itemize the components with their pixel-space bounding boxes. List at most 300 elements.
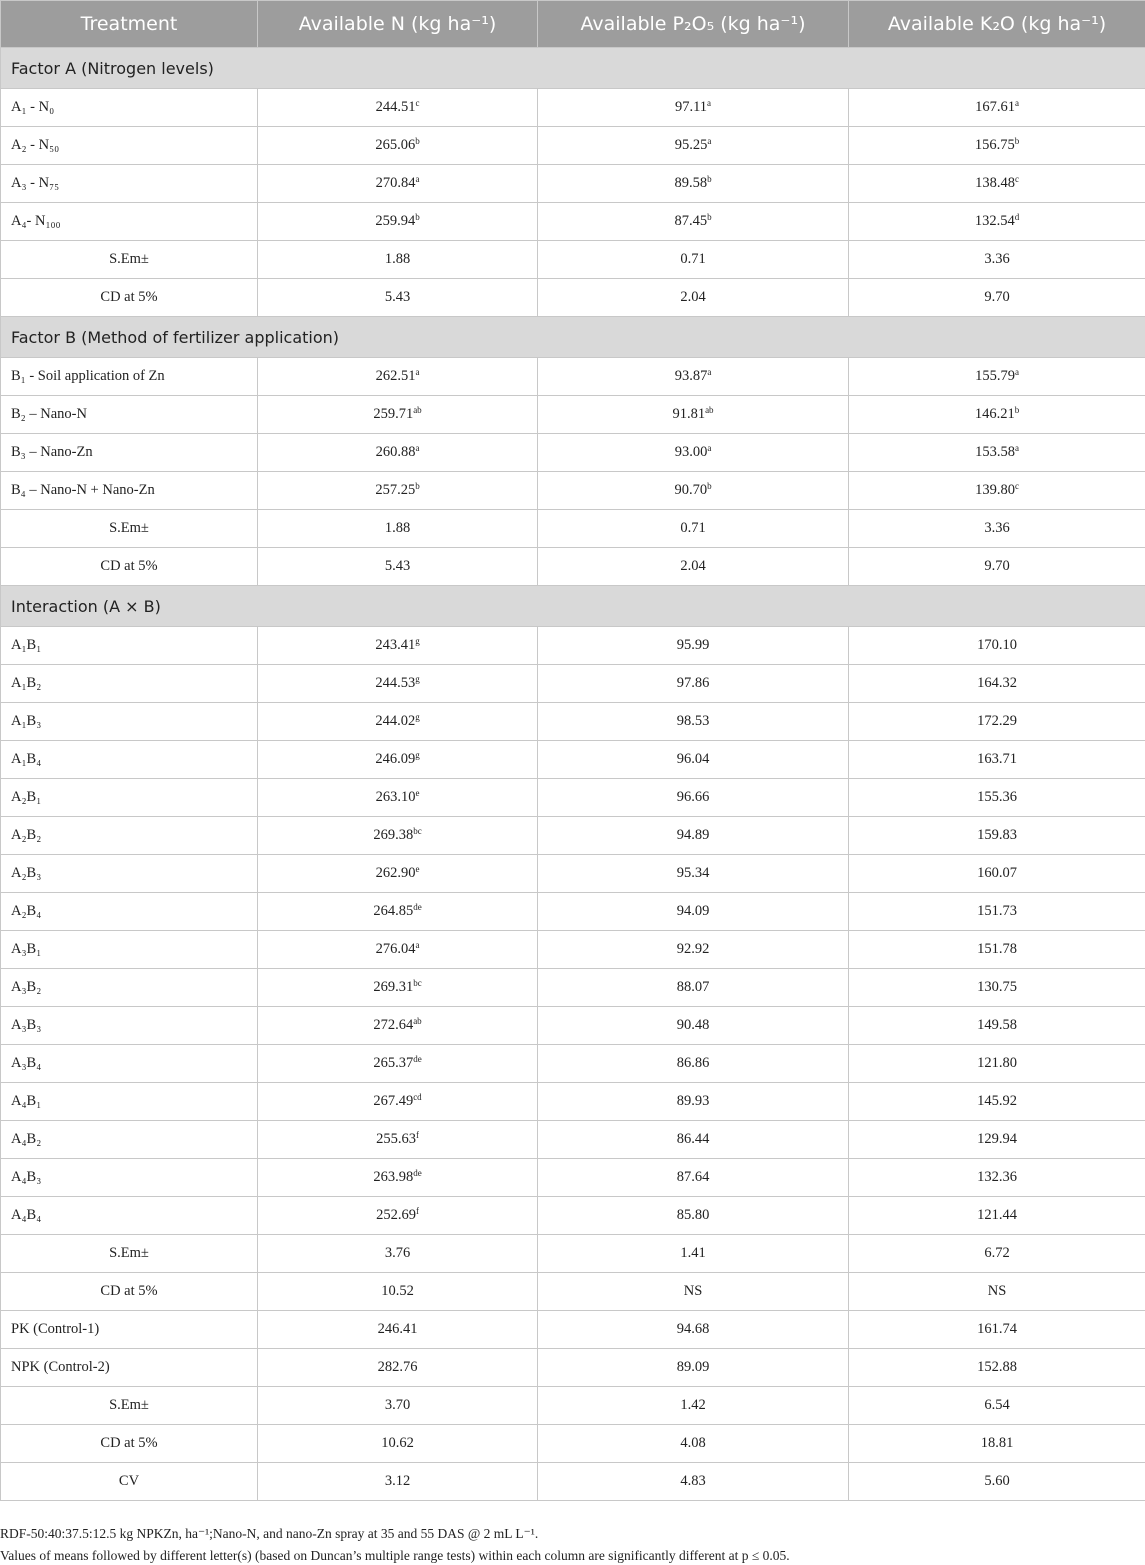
table-row xyxy=(1,665,1145,703)
available-p2o5-value: 95.25 xyxy=(674,137,708,153)
row-label: A₁B₂ xyxy=(1,665,258,703)
available-n-value: 252.69 xyxy=(376,1207,416,1223)
available-k2o-value-cell xyxy=(849,1007,1145,1045)
available-n-value-cell xyxy=(258,510,538,548)
section-row xyxy=(1,317,1145,358)
available-n-value: 3.12 xyxy=(384,1473,411,1489)
available-p2o5-value: 0.71 xyxy=(680,251,706,267)
significance-letter: de xyxy=(413,1054,422,1064)
header-treatment: Treatment xyxy=(1,1,258,48)
significance-letter: b xyxy=(415,481,420,491)
significance-letter: b xyxy=(1014,136,1020,146)
available-k2o-value-cell xyxy=(849,241,1145,279)
available-k2o-value: 9.70 xyxy=(984,558,1010,574)
significance-letter: b xyxy=(707,212,712,222)
significance-letter: b xyxy=(415,136,420,146)
available-k2o-value: 156.75 xyxy=(974,137,1015,153)
available-n-value-cell xyxy=(258,855,538,893)
available-k2o-value-cell xyxy=(849,741,1145,779)
available-p2o5-value: 4.08 xyxy=(680,1435,706,1451)
row-label: S.Em± xyxy=(1,1387,258,1425)
significance-letter: g xyxy=(415,712,420,722)
available-p2o5-value: 95.34 xyxy=(676,865,710,881)
available-n-value-cell xyxy=(258,1083,538,1121)
available-k2o-value: 6.72 xyxy=(984,1245,1010,1261)
available-k2o-value: 129.94 xyxy=(977,1131,1017,1147)
significance-letter: e xyxy=(415,788,420,798)
available-k2o-value-cell xyxy=(849,1349,1145,1387)
available-p2o5-value-cell xyxy=(538,779,849,817)
row-label: B₄ – Nano-N + Nano-Zn xyxy=(1,472,258,510)
available-n-value: 244.53 xyxy=(375,675,416,691)
available-n-value: 282.76 xyxy=(377,1359,418,1375)
table-row xyxy=(1,893,1145,931)
available-p2o5-value-cell xyxy=(538,931,849,969)
table-row xyxy=(1,127,1145,165)
available-p2o5-value: NS xyxy=(683,1283,703,1299)
significance-letter: a xyxy=(415,367,420,377)
available-n-value: 3.70 xyxy=(384,1397,411,1413)
available-n-value: 257.25 xyxy=(375,482,416,498)
available-n-value-cell xyxy=(258,279,538,317)
available-k2o-value: 146.21 xyxy=(974,406,1015,422)
row-label: B₃ – Nano-Zn xyxy=(1,434,258,472)
available-k2o-value: 163.71 xyxy=(977,751,1017,767)
available-p2o5-value: 2.04 xyxy=(680,558,706,574)
significance-letter: e xyxy=(415,864,420,874)
significance-letter: g xyxy=(415,636,420,646)
available-k2o-value-cell xyxy=(849,89,1145,127)
available-k2o-value: 155.36 xyxy=(977,789,1017,805)
table-row xyxy=(1,703,1145,741)
significance-letter: g xyxy=(415,750,420,760)
table-row xyxy=(1,1463,1145,1501)
available-k2o-value-cell xyxy=(849,1273,1145,1311)
header-available-k2o: Available K₂O (kg ha⁻¹) xyxy=(849,1,1145,48)
footnote-duncan: Values of means followed by different letter(s) (based on Duncan’s multiple range tests) within each column are significantly different at p ≤ 0.05. xyxy=(0,1548,790,1563)
available-p2o5-value-cell xyxy=(538,241,849,279)
available-p2o5-value: 95.99 xyxy=(676,637,710,653)
row-label: S.Em± xyxy=(1,241,258,279)
available-p2o5-value-cell xyxy=(538,127,849,165)
table-row xyxy=(1,1083,1145,1121)
row-label: A₁B₄ xyxy=(1,741,258,779)
row-label: NPK (Control-2) xyxy=(1,1349,258,1387)
available-p2o5-value-cell xyxy=(538,1235,849,1273)
available-n-value: 272.64 xyxy=(373,1017,414,1033)
available-k2o-value: 18.81 xyxy=(980,1435,1014,1451)
available-n-value: 263.10 xyxy=(375,789,416,805)
available-n-value: 262.51 xyxy=(375,368,416,384)
section-row xyxy=(1,586,1145,627)
row-label: A₂B₁ xyxy=(1,779,258,817)
significance-letter: cd xyxy=(413,1092,422,1102)
table-row xyxy=(1,1273,1145,1311)
available-p2o5-value: 96.04 xyxy=(676,751,710,767)
available-n-value: 244.02 xyxy=(375,713,416,729)
available-k2o-value-cell xyxy=(849,1159,1145,1197)
available-p2o5-value: 89.58 xyxy=(674,175,708,191)
available-k2o-value-cell xyxy=(849,396,1145,434)
available-k2o-value-cell xyxy=(849,1387,1145,1425)
available-k2o-value-cell xyxy=(849,779,1145,817)
row-label: A₃B₂ xyxy=(1,969,258,1007)
available-k2o-value-cell xyxy=(849,931,1145,969)
available-k2o-value: 139.80 xyxy=(975,482,1015,498)
significance-letter: c xyxy=(1014,174,1019,184)
table-row xyxy=(1,434,1145,472)
available-n-value-cell xyxy=(258,127,538,165)
available-p2o5-value-cell xyxy=(538,741,849,779)
table-row xyxy=(1,931,1145,969)
available-n-value: 269.38 xyxy=(373,827,414,843)
available-p2o5-value: 94.89 xyxy=(676,827,710,843)
significance-letter: g xyxy=(415,674,420,684)
table-row xyxy=(1,89,1145,127)
available-p2o5-value-cell xyxy=(538,703,849,741)
available-k2o-value: 5.60 xyxy=(984,1473,1010,1489)
available-p2o5-value-cell xyxy=(538,817,849,855)
available-k2o-value: 152.88 xyxy=(977,1359,1017,1375)
section-row xyxy=(1,48,1145,89)
available-k2o-value: 161.74 xyxy=(977,1321,1017,1337)
available-k2o-value: 9.70 xyxy=(984,289,1010,305)
available-k2o-value-cell xyxy=(849,1197,1145,1235)
available-n-value-cell xyxy=(258,779,538,817)
available-n-value-cell xyxy=(258,472,538,510)
available-p2o5-value-cell xyxy=(538,548,849,586)
available-k2o-value-cell xyxy=(849,165,1145,203)
available-k2o-value: 170.10 xyxy=(977,637,1017,653)
row-label: A₃B₁ xyxy=(1,931,258,969)
available-k2o-value-cell xyxy=(849,1463,1145,1501)
row-label: A₃B₃ xyxy=(1,1007,258,1045)
row-label: CD at 5% xyxy=(1,1273,258,1311)
significance-letter: a xyxy=(415,940,420,950)
available-n-value-cell xyxy=(258,627,538,665)
table-row xyxy=(1,510,1145,548)
row-label: A₁B₃ xyxy=(1,703,258,741)
available-k2o-value-cell xyxy=(849,1425,1145,1463)
available-k2o-value-cell xyxy=(849,472,1145,510)
available-k2o-value: 145.92 xyxy=(977,1093,1017,1109)
row-label: A₂B₄ xyxy=(1,893,258,931)
row-label: B₁ - Soil application of Zn xyxy=(1,358,258,396)
available-k2o-value-cell xyxy=(849,665,1145,703)
available-k2o-value-cell xyxy=(849,1045,1145,1083)
available-n-value-cell xyxy=(258,931,538,969)
significance-letter: de xyxy=(413,902,422,912)
available-p2o5-value-cell xyxy=(538,893,849,931)
table-row xyxy=(1,969,1145,1007)
significance-letter: f xyxy=(415,1130,419,1140)
row-label: A₂ - N₅₀ xyxy=(1,127,258,165)
available-n-value: 1.88 xyxy=(384,520,411,536)
available-p2o5-value: 94.68 xyxy=(676,1321,710,1337)
section-title: Factor B (Method of fertilizer application) xyxy=(1,317,1145,358)
available-k2o-value-cell xyxy=(849,627,1145,665)
available-k2o-value: 151.78 xyxy=(977,941,1017,957)
available-p2o5-value-cell xyxy=(538,165,849,203)
available-p2o5-value: 97.11 xyxy=(674,99,708,115)
available-k2o-value-cell xyxy=(849,1311,1145,1349)
available-p2o5-value-cell xyxy=(538,396,849,434)
available-p2o5-value: 85.80 xyxy=(676,1207,710,1223)
available-p2o5-value-cell xyxy=(538,1273,849,1311)
available-p2o5-value: 1.42 xyxy=(680,1397,706,1413)
significance-letter: a xyxy=(1014,98,1019,108)
row-label: CD at 5% xyxy=(1,279,258,317)
available-k2o-value-cell xyxy=(849,855,1145,893)
available-n-value: 10.62 xyxy=(381,1435,414,1451)
table-row xyxy=(1,627,1145,665)
available-n-value: 262.90 xyxy=(375,865,416,881)
available-n-value: 267.49 xyxy=(373,1093,414,1109)
available-p2o5-value-cell xyxy=(538,510,849,548)
available-n-value-cell xyxy=(258,1349,538,1387)
available-p2o5-value-cell xyxy=(538,1083,849,1121)
available-n-value-cell xyxy=(258,165,538,203)
table-row xyxy=(1,1197,1145,1235)
available-p2o5-value-cell xyxy=(538,89,849,127)
available-k2o-value: 153.58 xyxy=(975,444,1015,460)
available-k2o-value: 149.58 xyxy=(977,1017,1017,1033)
available-n-value-cell xyxy=(258,1159,538,1197)
available-k2o-value: 3.36 xyxy=(984,251,1010,267)
available-p2o5-value-cell xyxy=(538,1463,849,1501)
significance-letter: b xyxy=(707,174,712,184)
row-label: S.Em± xyxy=(1,510,258,548)
available-p2o5-value: 90.70 xyxy=(674,482,708,498)
available-n-value-cell xyxy=(258,1425,538,1463)
available-n-value-cell xyxy=(258,89,538,127)
available-p2o5-value-cell xyxy=(538,855,849,893)
significance-letter: ab xyxy=(413,405,422,415)
available-k2o-value: 121.80 xyxy=(977,1055,1017,1071)
header-available-n: Available N (kg ha⁻¹) xyxy=(258,1,538,48)
significance-letter: d xyxy=(1014,212,1020,222)
available-p2o5-value: 98.53 xyxy=(676,713,710,729)
significance-letter: a xyxy=(1014,367,1019,377)
available-k2o-value: 164.32 xyxy=(977,675,1017,691)
available-k2o-value-cell xyxy=(849,203,1145,241)
available-n-value: 3.76 xyxy=(384,1245,411,1261)
available-k2o-value: 172.29 xyxy=(977,713,1017,729)
available-k2o-value-cell xyxy=(849,893,1145,931)
available-n-value: 260.88 xyxy=(375,444,416,460)
available-n-value: 265.37 xyxy=(373,1055,414,1071)
significance-letter: b xyxy=(1014,405,1020,415)
available-n-value-cell xyxy=(258,358,538,396)
available-k2o-value-cell xyxy=(849,510,1145,548)
significance-letter: bc xyxy=(413,826,422,836)
available-n-value: 259.71 xyxy=(373,406,414,422)
available-p2o5-value: 93.87 xyxy=(674,368,708,384)
available-n-value: 264.85 xyxy=(373,903,414,919)
footnote-rdf: RDF-50:40:37.5:12.5 kg NPKZn, ha⁻¹;Nano-N, and nano-Zn spray at 35 and 55 DAS @ 2 mL L⁻¹. xyxy=(0,1526,539,1541)
table-row xyxy=(1,855,1145,893)
available-p2o5-value: 86.86 xyxy=(676,1055,710,1071)
available-n-value-cell xyxy=(258,1273,538,1311)
significance-letter: a xyxy=(707,98,712,108)
significance-letter: ab xyxy=(413,1016,422,1026)
row-label: PK (Control-1) xyxy=(1,1311,258,1349)
available-p2o5-value-cell xyxy=(538,1311,849,1349)
available-n-value-cell xyxy=(258,1007,538,1045)
table-row xyxy=(1,1121,1145,1159)
significance-letter: a xyxy=(415,443,420,453)
available-p2o5-value-cell xyxy=(538,1159,849,1197)
available-k2o-value-cell xyxy=(849,358,1145,396)
header-available-p2o5: Available P₂O₅ (kg ha⁻¹) xyxy=(538,1,849,48)
available-k2o-value-cell xyxy=(849,969,1145,1007)
available-k2o-value-cell xyxy=(849,703,1145,741)
available-n-value: 246.41 xyxy=(377,1321,418,1337)
significance-letter: bc xyxy=(413,978,422,988)
available-n-value: 5.43 xyxy=(384,289,411,305)
available-n-value: 1.88 xyxy=(384,251,411,267)
available-n-value-cell xyxy=(258,1387,538,1425)
available-p2o5-value: 94.09 xyxy=(676,903,710,919)
available-k2o-value: 167.61 xyxy=(975,99,1015,115)
available-n-value: 246.09 xyxy=(375,751,416,767)
significance-letter: f xyxy=(415,1206,419,1216)
available-p2o5-value-cell xyxy=(538,1425,849,1463)
significance-letter: c xyxy=(1014,481,1019,491)
available-p2o5-value: 1.41 xyxy=(680,1245,706,1261)
available-p2o5-value-cell xyxy=(538,665,849,703)
available-n-value-cell xyxy=(258,1197,538,1235)
available-p2o5-value-cell xyxy=(538,627,849,665)
table-row xyxy=(1,779,1145,817)
available-p2o5-value-cell xyxy=(538,203,849,241)
available-n-value-cell xyxy=(258,1235,538,1273)
available-k2o-value-cell xyxy=(849,1235,1145,1273)
row-label: A₁ - N₀ xyxy=(1,89,258,127)
available-p2o5-value-cell xyxy=(538,1045,849,1083)
available-n-value: 10.52 xyxy=(381,1283,414,1299)
row-label: CD at 5% xyxy=(1,548,258,586)
available-n-value-cell xyxy=(258,1121,538,1159)
significance-letter: a xyxy=(1014,443,1019,453)
available-p2o5-value-cell xyxy=(538,358,849,396)
available-p2o5-value: 87.45 xyxy=(674,213,708,229)
available-n-value-cell xyxy=(258,1463,538,1501)
available-n-value: 259.94 xyxy=(375,213,416,229)
available-p2o5-value: 89.09 xyxy=(676,1359,710,1375)
available-p2o5-value-cell xyxy=(538,1007,849,1045)
available-p2o5-value: 2.04 xyxy=(680,289,706,305)
available-k2o-value-cell xyxy=(849,548,1145,586)
table-row xyxy=(1,472,1145,510)
available-k2o-value-cell xyxy=(849,434,1145,472)
significance-letter: b xyxy=(707,481,712,491)
available-n-value: 244.51 xyxy=(375,99,416,115)
available-n-value-cell xyxy=(258,203,538,241)
available-k2o-value: 132.54 xyxy=(974,213,1015,229)
row-label: A₂B₂ xyxy=(1,817,258,855)
significance-letter: a xyxy=(707,443,712,453)
available-k2o-value: 130.75 xyxy=(977,979,1017,995)
available-p2o5-value: 4.83 xyxy=(680,1473,706,1489)
table-row xyxy=(1,548,1145,586)
row-label: CV xyxy=(1,1463,258,1501)
available-p2o5-value-cell xyxy=(538,434,849,472)
table-body xyxy=(1,48,1145,1501)
available-n-value-cell xyxy=(258,1045,538,1083)
row-label: A₃B₄ xyxy=(1,1045,258,1083)
significance-letter: c xyxy=(415,98,420,108)
available-n-value: 5.43 xyxy=(384,558,411,574)
row-label: A₄- N₁₀₀ xyxy=(1,203,258,241)
significance-letter: a xyxy=(707,136,712,146)
row-label: B₂ – Nano-N xyxy=(1,396,258,434)
row-label: A₄B₃ xyxy=(1,1159,258,1197)
row-label: A₂B₃ xyxy=(1,855,258,893)
available-n-value-cell xyxy=(258,703,538,741)
row-label: A₄B₁ xyxy=(1,1083,258,1121)
available-p2o5-value-cell xyxy=(538,969,849,1007)
available-n-value: 263.98 xyxy=(373,1169,414,1185)
available-n-value-cell xyxy=(258,969,538,1007)
available-p2o5-value: 89.93 xyxy=(676,1093,710,1109)
available-p2o5-value-cell xyxy=(538,472,849,510)
table-row xyxy=(1,1349,1145,1387)
available-n-value: 276.04 xyxy=(375,941,416,957)
row-label: A₃ - N₇₅ xyxy=(1,165,258,203)
available-k2o-value-cell xyxy=(849,1083,1145,1121)
table-row xyxy=(1,741,1145,779)
available-p2o5-value: 91.81 xyxy=(672,406,706,422)
table-row xyxy=(1,165,1145,203)
table-row xyxy=(1,279,1145,317)
significance-letter: ab xyxy=(705,405,714,415)
table-row xyxy=(1,396,1145,434)
row-label: A₄B₄ xyxy=(1,1197,258,1235)
available-k2o-value: 155.79 xyxy=(975,368,1015,384)
available-n-value-cell xyxy=(258,434,538,472)
row-label: A₄B₂ xyxy=(1,1121,258,1159)
table-row xyxy=(1,1387,1145,1425)
available-k2o-value: NS xyxy=(987,1283,1007,1299)
available-k2o-value: 160.07 xyxy=(977,865,1017,881)
available-n-value-cell xyxy=(258,817,538,855)
available-k2o-value: 159.83 xyxy=(977,827,1017,843)
table-row xyxy=(1,1311,1145,1349)
table-row xyxy=(1,241,1145,279)
table-row xyxy=(1,358,1145,396)
available-p2o5-value: 88.07 xyxy=(676,979,710,995)
available-k2o-value: 6.54 xyxy=(984,1397,1010,1413)
available-p2o5-value-cell xyxy=(538,1387,849,1425)
table-row xyxy=(1,1235,1145,1273)
available-n-value: 255.63 xyxy=(376,1131,416,1147)
available-p2o5-value: 92.92 xyxy=(676,941,710,957)
available-k2o-value: 121.44 xyxy=(977,1207,1017,1223)
table-row xyxy=(1,817,1145,855)
significance-letter: de xyxy=(413,1168,422,1178)
row-label: A₁B₁ xyxy=(1,627,258,665)
available-n-value-cell xyxy=(258,548,538,586)
available-n-value: 269.31 xyxy=(373,979,414,995)
available-p2o5-value: 93.00 xyxy=(674,444,708,460)
table-row xyxy=(1,1007,1145,1045)
available-k2o-value-cell xyxy=(849,1121,1145,1159)
available-n-value-cell xyxy=(258,893,538,931)
section-title: Interaction (A × B) xyxy=(1,586,1145,627)
header-row xyxy=(1,1,1145,48)
table-row xyxy=(1,1425,1145,1463)
